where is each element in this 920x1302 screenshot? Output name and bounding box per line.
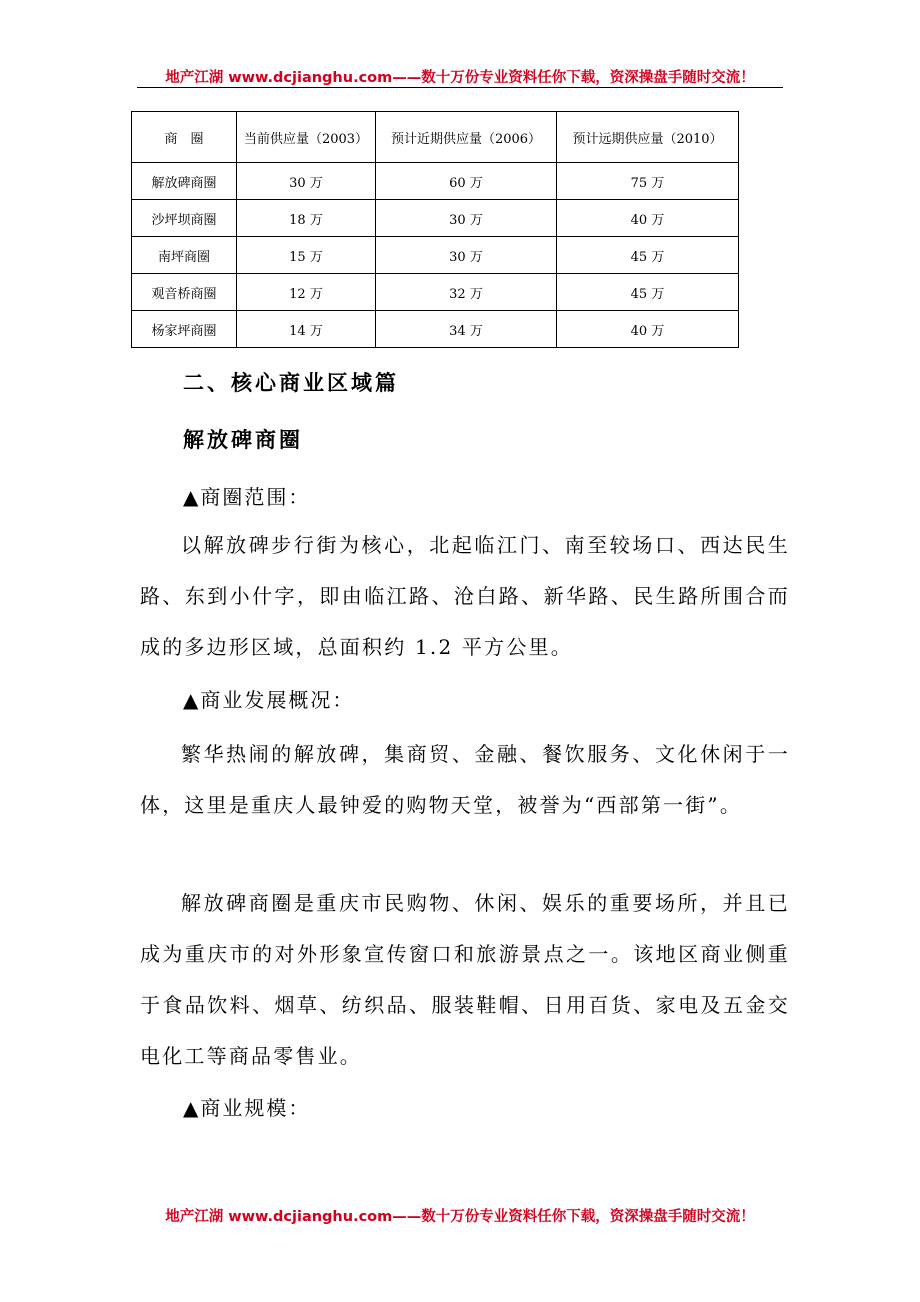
table-row [132,237,739,274]
table-cell: 观音桥商圈 [132,274,237,311]
table-cell: 14 万 [237,311,376,348]
column-header: 当前供应量（2003） [237,112,376,163]
page-header: 地产江湖 www.dcjianghu.com——数十万份专业资料任你下载，资深操盘手随时交流！ [165,70,755,86]
table-cell: 杨家坪商圈 [132,311,237,348]
table-row [132,200,739,237]
table-cell: 南坪商圈 [132,237,237,274]
table-cell: 30 万 [376,200,557,237]
development-paragraph-1 [140,729,790,831]
header-rule [137,87,783,88]
page-footer: 地产江湖 www.dcjianghu.com——数十万份专业资料任你下载，资深操盘手随时交流！ [165,1209,755,1225]
range-heading: ▲商圈范围： [183,485,311,509]
column-header: 商 圈 [132,112,237,163]
section-title: 二、核心商业区域篇 [183,370,399,395]
table-cell: 沙坪坝商圈 [132,200,237,237]
table-cell: 60 万 [376,163,557,200]
paragraph-text: 繁华热闹的解放碑，集商贸、金融、餐饮服务、文化休闲于一体，这里是重庆人最钟爱的购物天堂，被誉为“西部第一街”。 [140,742,790,817]
table-cell: 18 万 [237,200,376,237]
table-cell: 45 万 [557,274,739,311]
table-cell: 75 万 [557,163,739,200]
table-row [132,163,739,200]
paragraph-text: 解放碑商圈是重庆市民购物、休闲、娱乐的重要场所，并且已成为重庆市的对外形象宣传窗口和旅游景点之一。该地区商业侧重于食品饮料、烟草、纺织品、服装鞋帽、日用百货、家电及五金交电化工等商品零售业。 [140,891,790,1068]
development-heading: ▲商业发展概况： [183,688,355,712]
subsection-title: 解放碑商圈 [183,427,303,452]
column-header: 预计近期供应量（2006） [376,112,557,163]
table-cell: 34 万 [376,311,557,348]
supply-table [131,111,739,348]
table-cell: 解放碑商圈 [132,163,237,200]
table-cell: 32 万 [376,274,557,311]
scale-heading: ▲商业规模： [183,1096,311,1120]
table-header-row [132,112,739,163]
table-row [132,274,739,311]
table-cell: 30 万 [376,237,557,274]
column-header: 预计远期供应量（2010） [557,112,739,163]
table-cell: 40 万 [557,200,739,237]
table-cell: 12 万 [237,274,376,311]
table-cell: 45 万 [557,237,739,274]
table-row [132,311,739,348]
paragraph-text: 以解放碑步行街为核心，北起临江门、南至较场口、西达民生路、东到小什字，即由临江路、沧白路、新华路、民生路所围合而成的多边形区域，总面积约 1.2 平方公里。 [140,533,790,659]
table-cell: 30 万 [237,163,376,200]
range-paragraph [140,520,790,673]
development-paragraph-2 [140,878,790,1082]
table-cell: 40 万 [557,311,739,348]
table-cell: 15 万 [237,237,376,274]
